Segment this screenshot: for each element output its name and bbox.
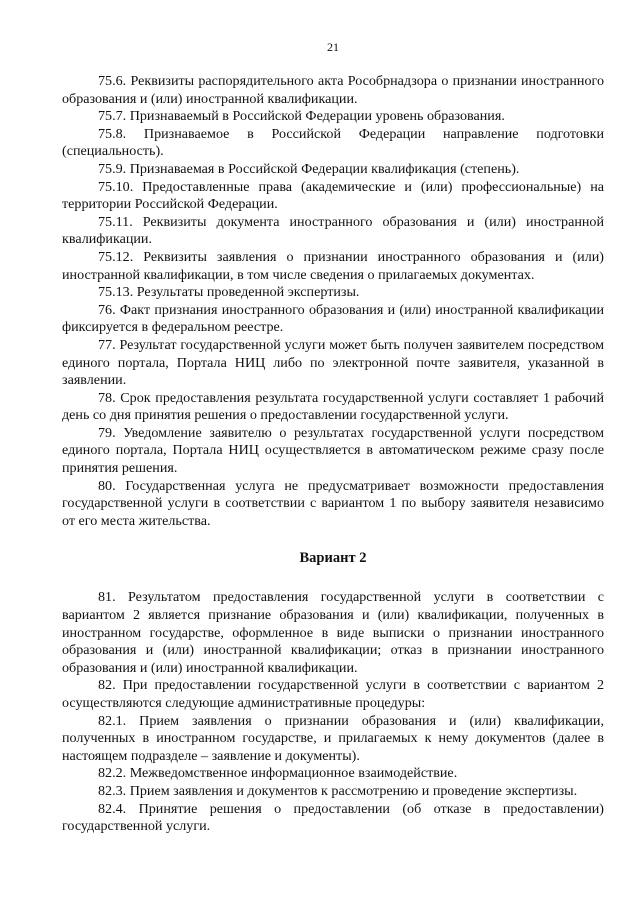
paragraph-76: 76. Факт признания иностранного образования и (или) иностранной квалификации фиксируется в федеральном реестре. (62, 301, 604, 336)
paragraph-82-3: 82.3. Прием заявления и документов к рассмотрению и проведение экспертизы. (98, 782, 578, 799)
paragraph-78: 78. Срок предоставления результата государственной услуги составляет 1 рабочий день со дня принятия решения о предоставлении государственной услуги. (62, 389, 604, 424)
paragraph-82-2: 82.2. Межведомственное информационное взаимодействие. (98, 765, 458, 782)
paragraph-75-9: 75.9. Признаваемая в Российской Федерации квалификация (степень). (98, 160, 520, 177)
paragraph-80: 80. Государственная услуга не предусматривает возможности предоставления государственной услуги в соответствии с вариантом 1 по выбору заявителя независимо от его места жительства. (62, 477, 604, 529)
section-heading: Вариант 2 (299, 550, 367, 567)
paragraph-79: 79. Уведомление заявителю о результатах государственной услуги посредством единого портала, Портала НИЦ осуществляется в автоматическом режиме сразу после принятия решения. (62, 424, 604, 477)
paragraph-75-7: 75.7. Признаваемый в Российской Федерации уровень образования. (98, 108, 505, 125)
paragraph-75-8: 75.8. Признаваемое в Российской Федерации направление подготовки (специальность). (62, 125, 604, 160)
paragraph-77: 77. Результат государственной услуги может быть получен заявителем посредством единого портала, Портала НИЦ либо по электронной почте заявителя, указанной в заявлении. (62, 336, 604, 389)
paragraph-75-11: 75.11. Реквизиты документа иностранного образования и (или) иностранной квалификации. (62, 213, 604, 248)
paragraph-82: 82. При предоставлении государственной услуги в соответствии с вариантом 2 осуществляются следующие административные процедуры: (62, 677, 604, 711)
page-number: 21 (327, 40, 339, 54)
paragraph-82-4: 82.4. Принятие решения о предоставлении (об отказе в предоставлении) государственной услуги. (62, 800, 604, 835)
paragraph-75-12: 75.12. Реквизиты заявления о признании иностранного образования и (или) иностранной квалификации, в том числе сведения о прилагаемых документах. (62, 248, 604, 283)
paragraphs-before (62, 73, 604, 530)
paragraph-81: 81. Результатом предоставления государственной услуги в соответствии с вариантом 2 является признание образования и (или) квалификации, полученных в иностранном государстве, оформленное в виде выписки о признании иностранного образования и (или) иностранной квалификации; отказ в признании иностранного образования и (или) иностранной квалификации. (62, 589, 604, 676)
paragraph-75-6: 75.6. Реквизиты распорядительного акта Рособрнадзора о признании иностранного образования и (или) иностранной квалификации. (62, 73, 604, 107)
paragraphs-after (62, 589, 604, 835)
paragraph-82-1: 82.1. Прием заявления о признании образования и (или) квалификации, полученных в иностранном государстве, и прилагаемых к нему документов (далее в настоящем подразделе – заявление и документы). (62, 712, 604, 764)
paragraph-75-13: 75.13. Результаты проведенной экспертизы. (98, 284, 360, 301)
paragraph-75-10: 75.10. Предоставленные права (академические и (или) профессиональные) на территории Российской Федерации. (62, 178, 604, 213)
